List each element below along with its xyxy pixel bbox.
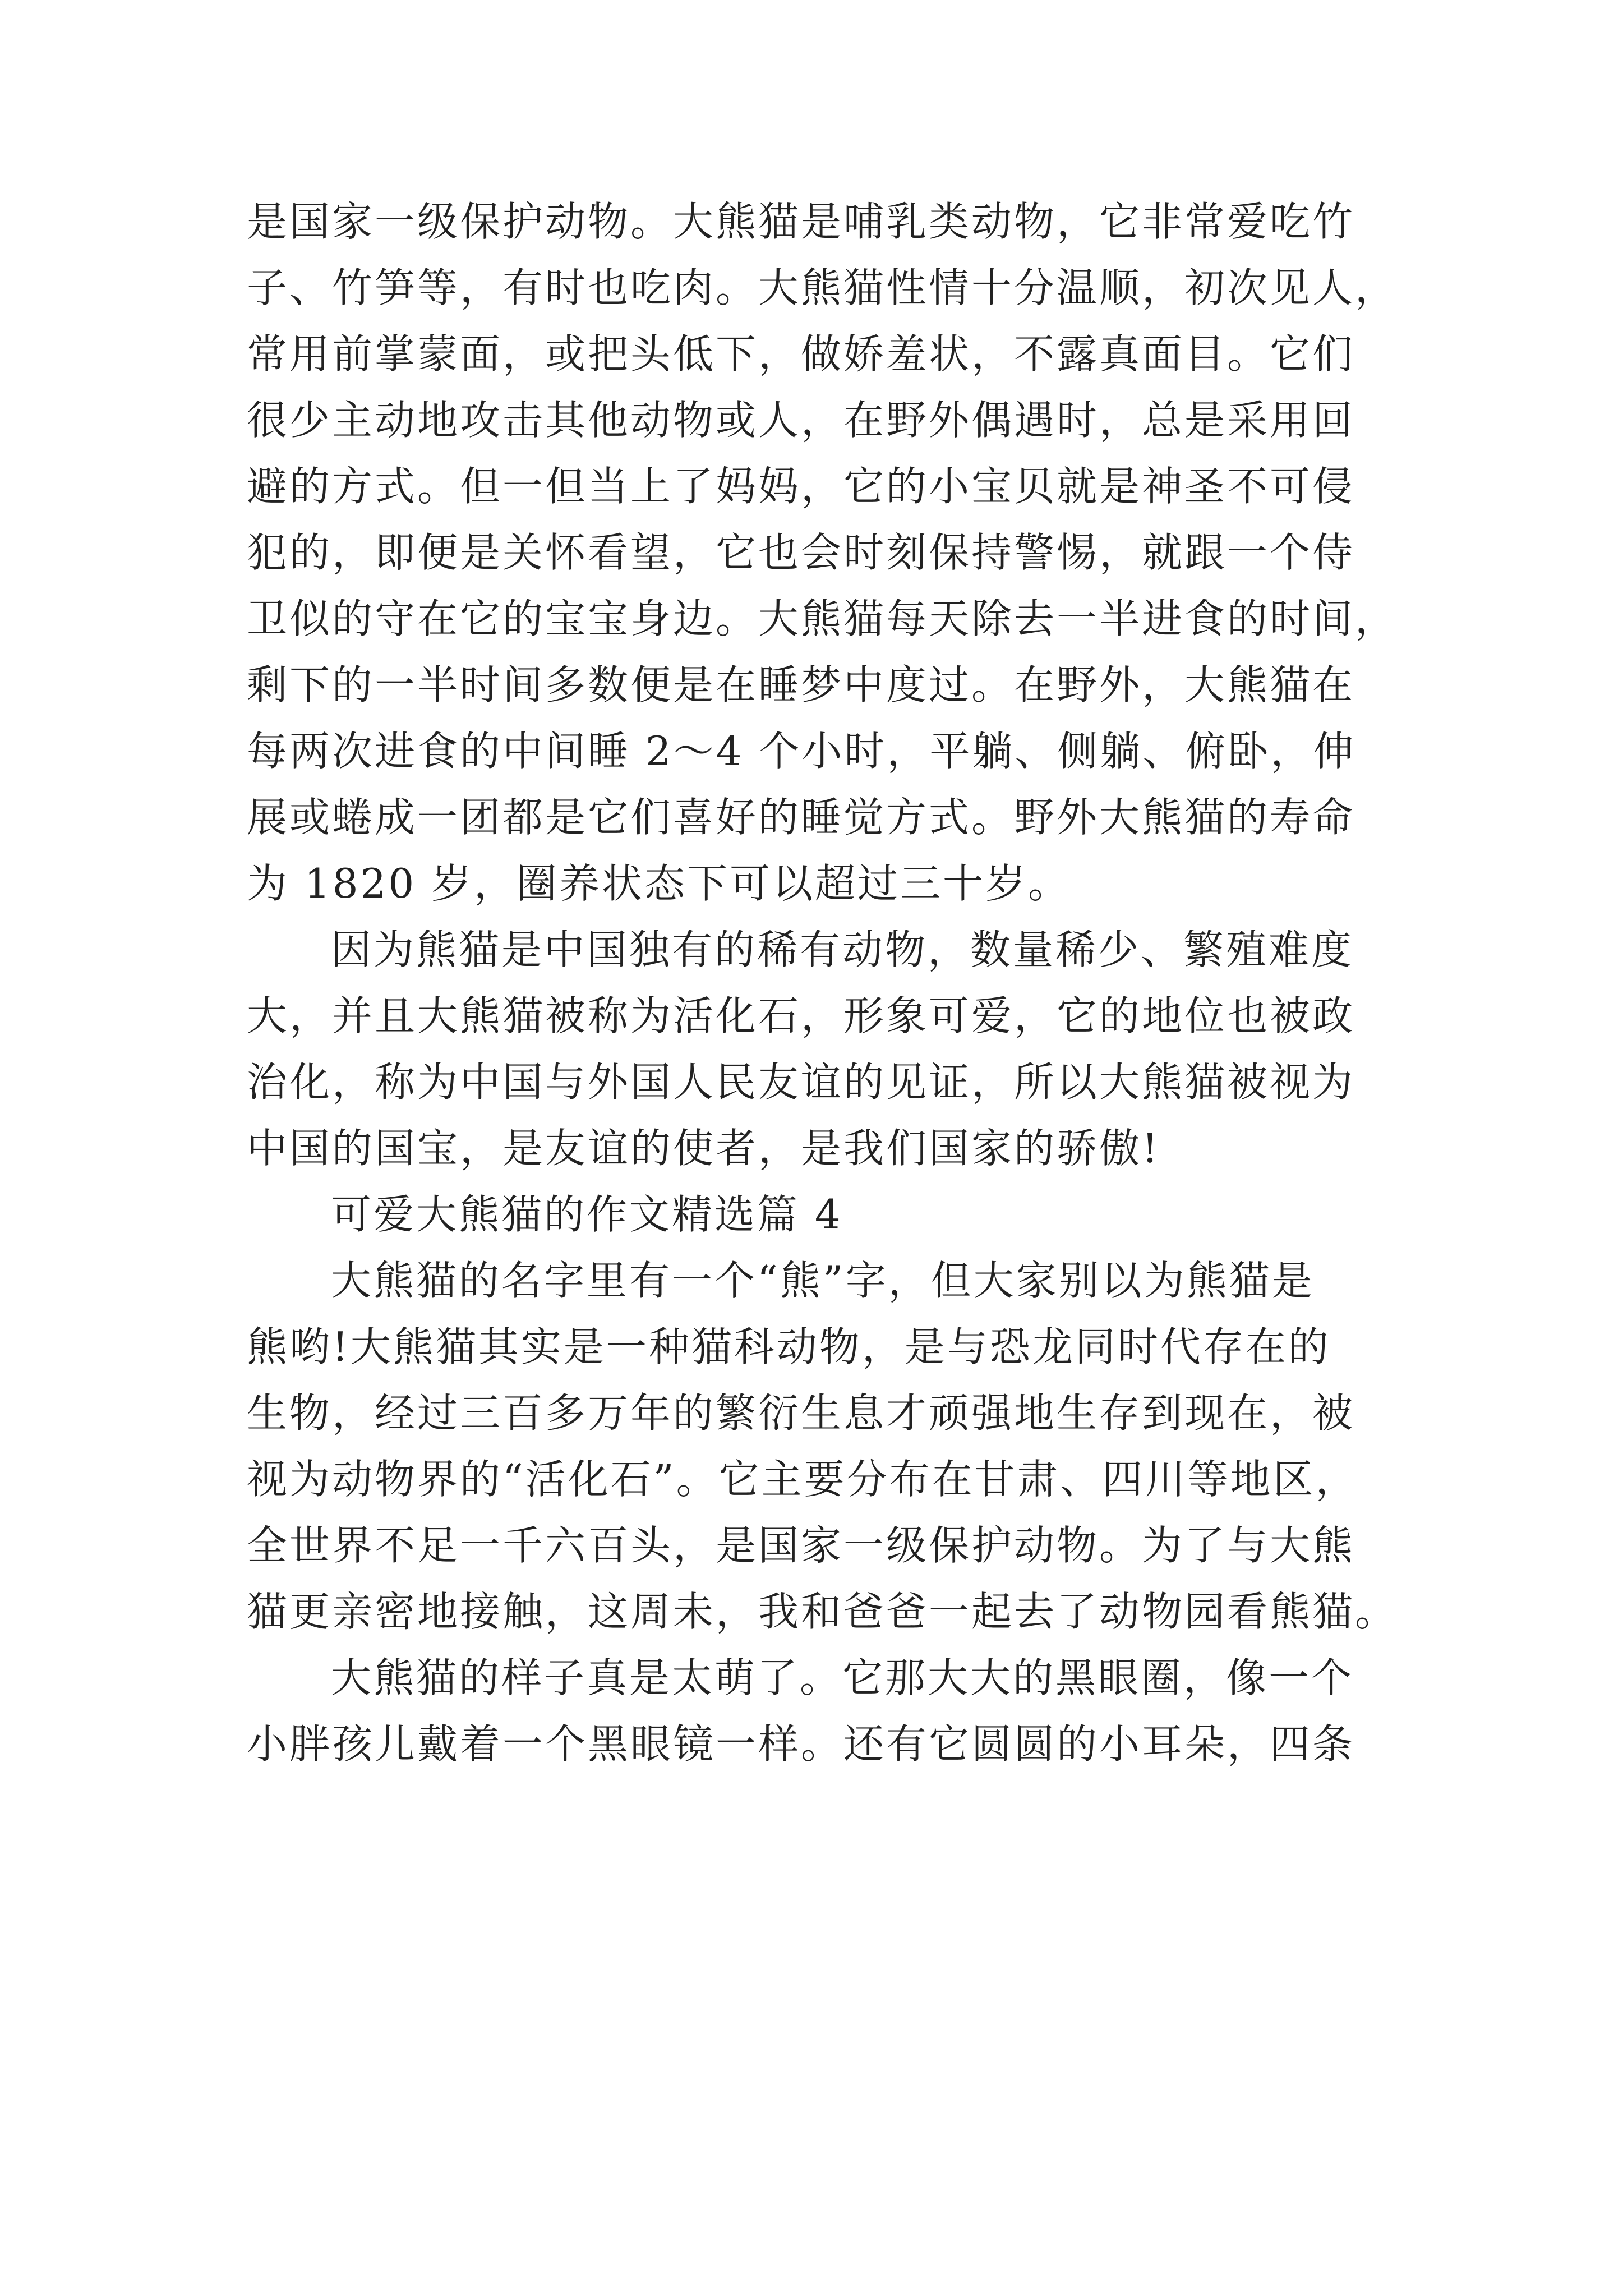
- text-line: 生物，经过三百多万年的繁衍生息才顽强地生存到现在，被: [247, 1389, 1355, 1437]
- section-heading: 可爱大熊猫的作文精选篇 4: [331, 1191, 843, 1238]
- text-line: 为 1820 岁，圈养状态下可以超过三十岁。: [247, 860, 1071, 907]
- text-line: 常用前掌蒙面，或把头低下，做娇羞状，不露真面目。它们: [247, 330, 1355, 378]
- paragraph-start-line: 大熊猫的名字里有一个“熊”字，但大家别以为熊猫是: [331, 1257, 1315, 1304]
- text-line: 是国家一级保护动物。大熊猫是哺乳类动物，它非常爱吃竹: [247, 198, 1355, 245]
- text-line: 卫似的守在它的宝宝身边。大熊猫每天除去一半进食的时间，: [247, 595, 1398, 642]
- text-line: 中国的国宝，是友谊的使者，是我们国家的骄傲!: [247, 1125, 1160, 1172]
- text-line: 避的方式。但一但当上了妈妈，它的小宝贝就是神圣不可侵: [247, 463, 1355, 510]
- text-line: 全世界不足一千六百头，是国家一级保护动物。为了与大熊: [247, 1522, 1355, 1569]
- text-line: 治化，称为中国与外国人民友谊的见证，所以大熊猫被视为: [247, 1059, 1355, 1106]
- text-line: 犯的，即便是关怀看望，它也会时刻保持警惕，就跟一个侍: [247, 529, 1355, 576]
- text-line: 熊哟!大熊猫其实是一种猫科动物，是与恐龙同时代存在的: [247, 1323, 1331, 1370]
- text-line: 每两次进食的中间睡 2～4 个小时，平躺、侧躺、俯卧，伸: [247, 728, 1356, 775]
- text-line: 子、竹笋等，有时也吃肉。大熊猫性情十分温顺，初次见人，: [247, 264, 1398, 311]
- text-line: 视为动物界的“活化石”。它主要分布在甘肃、四川等地区，: [247, 1456, 1358, 1503]
- text-line: 小胖孩儿戴着一个黑眼镜一样。还有它圆圆的小耳朵，四条: [247, 1720, 1355, 1768]
- text-line: 很少主动地攻击其他动物或人，在野外偶遇时，总是采用回: [247, 397, 1355, 444]
- article-body: [247, 188, 1398, 1777]
- paragraph-start-line: 大熊猫的样子真是太萌了。它那大大的黑眼圈，像一个: [331, 1654, 1354, 1701]
- text-line: 猫更亲密地接触，这周未，我和爸爸一起去了动物园看熊猫。: [247, 1588, 1398, 1635]
- text-line: 大，并且大熊猫被称为活化石，形象可爱，它的地位也被政: [247, 992, 1355, 1039]
- text-line: 展或蜷成一团都是它们喜好的睡觉方式。野外大熊猫的寿命: [247, 794, 1355, 841]
- paragraph-start-line: 因为熊猫是中国独有的稀有动物，数量稀少、繁殖难度: [331, 926, 1354, 973]
- text-line: 剩下的一半时间多数便是在睡梦中度过。在野外，大熊猫在: [247, 661, 1355, 708]
